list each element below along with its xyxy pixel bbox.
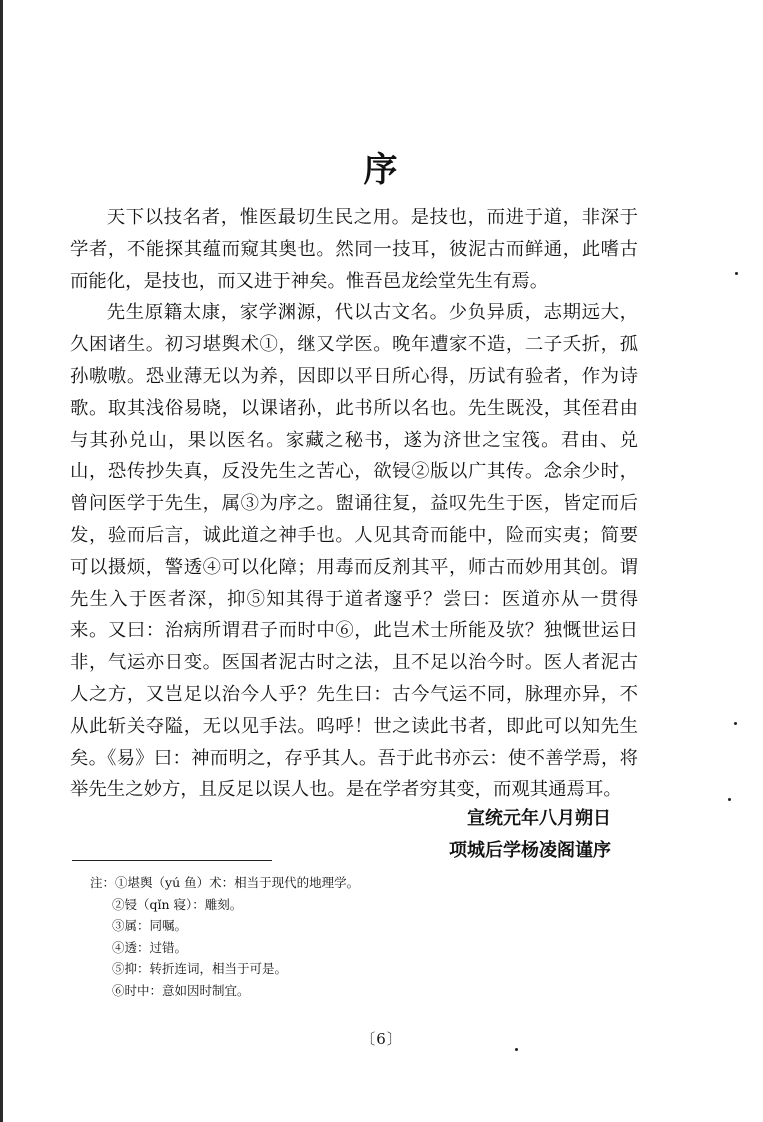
signature-date: 宣统元年八月朔日 bbox=[467, 808, 611, 829]
footnotes bbox=[90, 872, 650, 1001]
scan-speck bbox=[735, 272, 738, 275]
footnote-item: ④透：过错。 bbox=[112, 939, 188, 955]
footnote-text: ①堪舆（yú 鱼）术：相当于现代的地理学。 bbox=[115, 875, 360, 890]
footnote-prefix: 注： bbox=[90, 875, 116, 890]
signature-author: 项城后学杨凌阁谨序 bbox=[449, 840, 611, 861]
page-number: 〔6〕 bbox=[360, 1030, 403, 1048]
scan-speck bbox=[515, 1048, 518, 1051]
footnote-item: ⑥时中：意如因时制宜。 bbox=[112, 982, 250, 998]
preface-body bbox=[70, 202, 638, 806]
scan-speck bbox=[728, 798, 731, 801]
footnote-item: ②锓（qǐn 寝）：雕刻。 bbox=[112, 896, 243, 912]
paragraph-2: 先生原籍太康，家学渊源，代以古文名。少负异质，志期远大，久困诸生。初习堪舆术①，继又学医。晚年遭家不造，二子夭折，孤孙嗷嗷。恐业薄无以为养，因即以平日所心得，历试有验者，作为诗歌。取其浅俗易晓，以课诸孙，此书所以名也。先生既没，其侄君由与其孙兑山，果以医名。家藏之秘书，遂为济世之宝筏。君由、兑山，恐传抄失真，反没先生之苦心，欲锓②版以广其传。念余少时，曾问医学于先生，属③为序之。盥诵往复，益叹先生于医，皆定而后发，验而后言，诚此道之神手也。人见其奇而能中，险而实夷；简要可以摄烦，警透④可以化障；用毒而反剂其平，师古而妙用其创。谓先生入于医者深，抑⑤知其得于道者邃乎？尝曰：医道亦从一贯得来。又曰：治病所谓君子而时中⑥，此岂术士所能及欤？独慨世运日非，气运亦日变。医国者泥古时之法，且不足以治今时。医人者泥古人之方，又岂足以治今人乎？先生曰：古今气运不同，脉理亦异，不从此斩关夺隘，无以见手法。呜呼！世之读此书者，即此可以知先生矣。《易》曰：神而明之，存乎其人。吾于此书亦云：使不善学焉，将举先生之妙方，且反足以误人也。是在学者穷其变，而观其通焉耳。 bbox=[70, 302, 638, 801]
footnote-item bbox=[90, 872, 650, 894]
footnote-item: ⑤抑：转折连词，相当于可是。 bbox=[112, 961, 288, 976]
scan-speck bbox=[734, 722, 737, 725]
footnote-item: ③属：同嘱。 bbox=[112, 918, 188, 933]
paragraph-1: 天下以技名者，惟医最切生民之用。是技也，而进于道，非深于学者，不能探其蕴而窥其奥也。然同一技耳，彼泥古而鲜通，此嗜古而能化，是技也，而又进于神矣。惟吾邑龙绘堂先生有焉。 bbox=[70, 207, 638, 292]
page-title: 序 bbox=[363, 150, 400, 190]
footnote-divider bbox=[72, 860, 272, 861]
